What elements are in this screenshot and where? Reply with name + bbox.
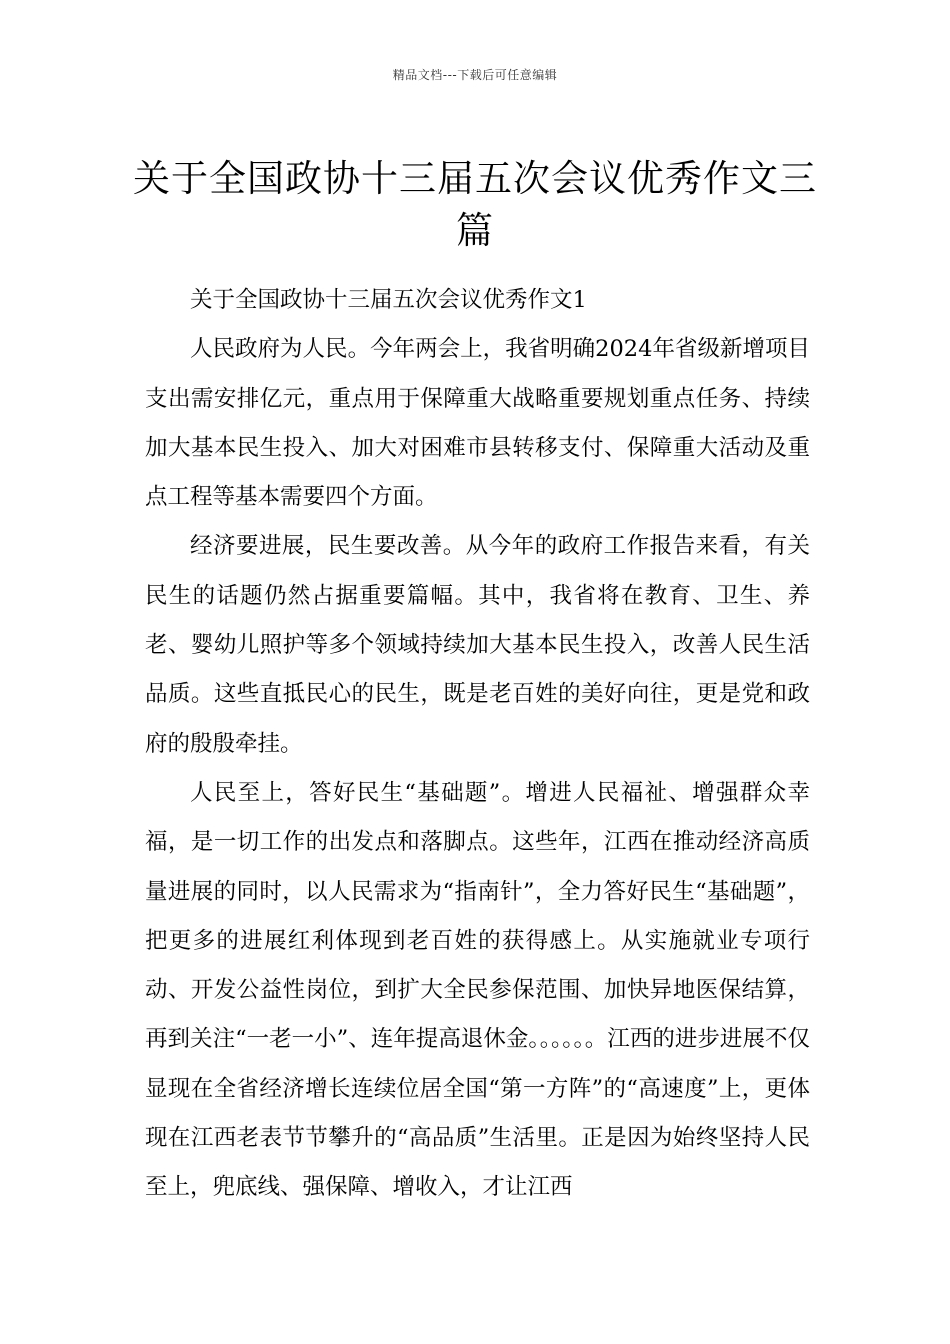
document-body [145,276,810,1213]
subtitle-paragraph: 关于全国政协十三届五次会议优秀作文1 [190,287,587,313]
page-header: 精品文档---下载后可任意编辑 [392,68,558,82]
body-paragraph: 人民政府为人民。今年两会上，我省明确2024年省级新增项目支出需安排亿元，重点用于保障重大战略重要规划重点任务、持续加大基本民生投入、加大对困难市县转移支付、保障重大活动及重点工程等基本需要四个方面。 [145,336,810,511]
body-paragraph: 人民至上，答好民生“基础题”。增进人民福祉、增强群众幸福，是一切工作的出发点和落脚点。这些年，江西在推动经济高质量进展的同时，以人民需求为“指南针”，全力答好民生“基础题”，把更多的进展红利体现到老百姓的获得感上。从实施就业专项行动、开发公益性岗位，到扩大全民参保范围、加快异地医保结算，再到关注“一老一小”、连年提高退休金。。。。。。江西的进步进展不仅显现在全省经济增长连续位居全国“第一方阵”的“高速度”上，更体现在江西老表节节攀升的“高品质”生活里。正是因为始终坚持人民至上，兜底线、强保障、增收入，才让江西 [145,779,810,1201]
document-title: 关于全国政协十三届五次会议优秀作文三篇 [133,156,817,252]
body-paragraph: 经济要进展，民生要改善。从今年的政府工作报告来看，有关民生的话题仍然占据重要篇幅。其中，我省将在教育、卫生、养老、婴幼儿照护等多个领域持续加大基本民生投入，改善人民生活品质。这些直抵民心的民生，既是老百姓的美好向往，更是党和政府的殷殷牵挂。 [145,533,810,757]
